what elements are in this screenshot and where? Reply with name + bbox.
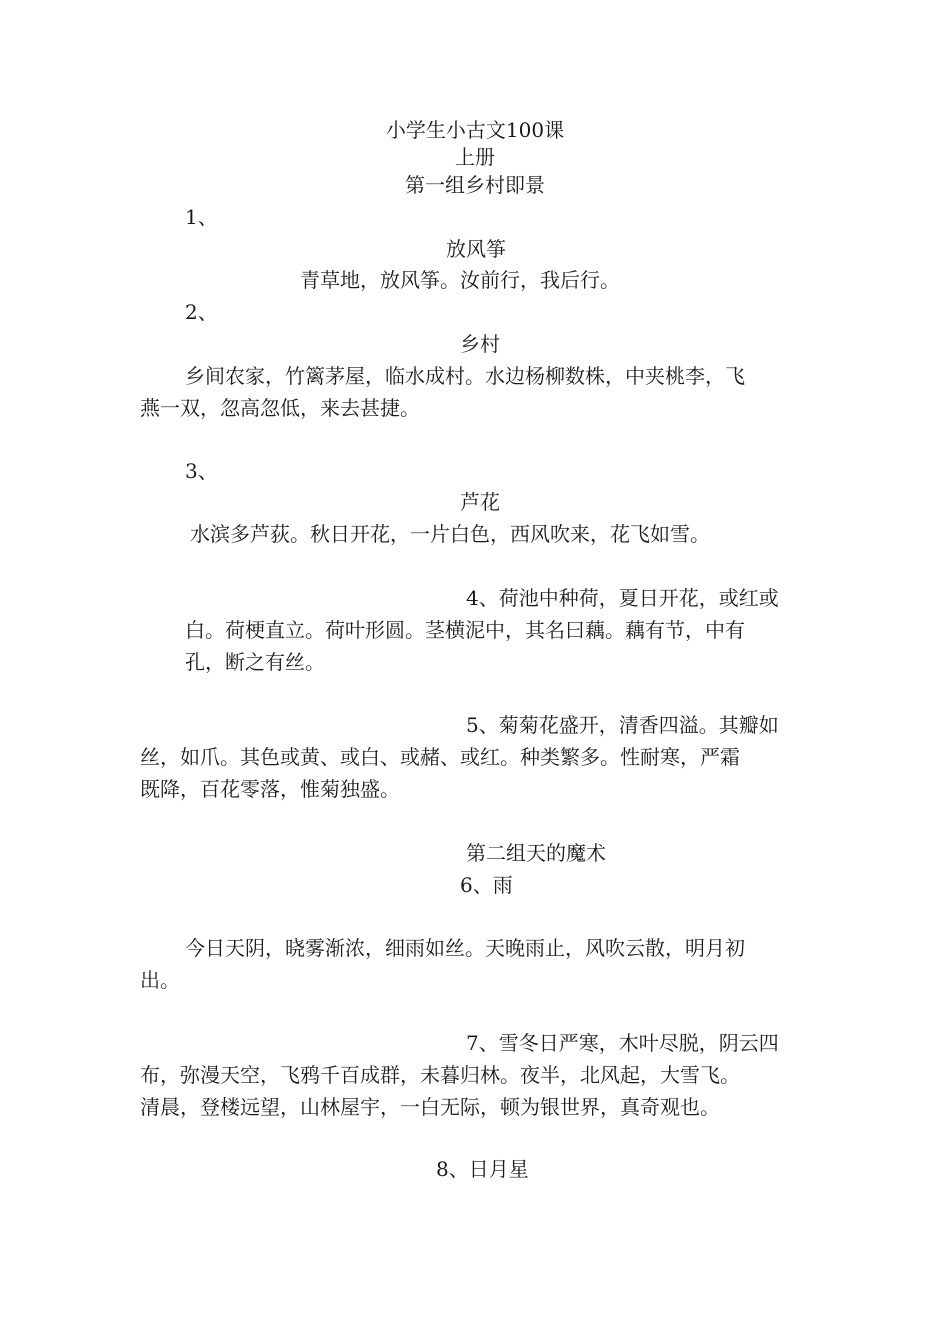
- lesson-number: 1、: [185, 205, 218, 229]
- lesson-text: 青草地，放风筝。汝前行，我后行。: [300, 268, 620, 292]
- group-title: 第一组乡村即景: [405, 173, 545, 197]
- lesson-text: 孔，断之有丝。: [185, 650, 325, 674]
- lesson-title: 乡村: [460, 332, 500, 356]
- lesson-title: 8、日月星: [436, 1157, 529, 1181]
- lesson-text: 既降，百花零落，惟菊独盛。: [140, 777, 400, 801]
- lesson-text: 7、雪冬日严寒，木叶尽脱，阴云四: [466, 1031, 779, 1055]
- lesson-text: 丝，如爪。其色或黄、或白、或赭、或红。种类繁多。性耐寒，严霜: [140, 745, 740, 769]
- lesson-number: 3、: [185, 459, 218, 483]
- lesson-number: 2、: [185, 300, 218, 324]
- lesson-text: 燕一双，忽高忽低，来去甚捷。: [140, 396, 420, 420]
- lesson-text: 清晨，登楼远望，山林屋宇，一白无际，顿为银世界，真奇观也。: [140, 1095, 720, 1119]
- lesson-text: 出。: [140, 968, 180, 992]
- group-title: 第二组天的魔术: [466, 841, 606, 865]
- lesson-title: 6、雨: [460, 873, 513, 897]
- lesson-text: 白。荷梗直立。荷叶形圆。茎横泥中，其名曰藕。藕有节，中有: [185, 618, 745, 642]
- lesson-text: 乡间农家，竹篱茅屋，临水成村。水边杨柳数株，中夹桃李，飞: [185, 364, 745, 388]
- lesson-text: 5、菊菊花盛开，清香四溢。其瓣如: [466, 713, 779, 737]
- lesson-title: 放风筝: [446, 237, 506, 261]
- document-title: 小学生小古文100课: [385, 118, 565, 142]
- volume-label: 上册: [455, 145, 495, 169]
- lesson-text: 今日天阴，晓雾渐浓，细雨如丝。天晚雨止，风吹云散，明月初: [185, 936, 745, 960]
- lesson-title: 芦花: [460, 490, 500, 514]
- lesson-text: 水滨多芦荻。秋日开花，一片白色，西风吹来，花飞如雪。: [190, 522, 710, 546]
- lesson-text: 布，弥漫天空，飞鸦千百成群，未暮归林。夜半，北风起，大雪飞。: [140, 1063, 740, 1087]
- lesson-text: 4、荷池中种荷，夏日开花，或红或: [466, 586, 779, 610]
